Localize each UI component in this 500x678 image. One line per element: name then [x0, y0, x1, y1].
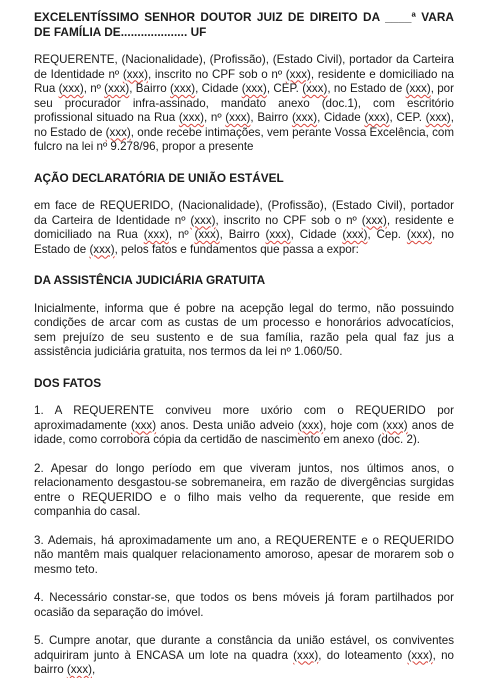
text-run: , Bairro	[219, 228, 266, 241]
text-run: , residente e domiciliado na Rua	[34, 213, 454, 241]
fact-paragraph-2	[34, 462, 454, 520]
placeholder-field: (xxx)	[361, 213, 387, 227]
text-run: , no bairro	[34, 648, 454, 676]
placeholder-field: (xxx)	[66, 663, 92, 676]
text-run: , CEP.	[266, 82, 303, 95]
text-run: , Cidade	[317, 111, 365, 124]
text-run: em face de REQUERIDO, (Nacionalidade), (Profissão), (Estado Civil), portador da Carteira de Identidade nº	[34, 199, 454, 227]
against-paragraph	[34, 199, 454, 257]
placeholder-field: (xxx)	[194, 228, 220, 241]
text-run: , nº	[83, 82, 105, 95]
text-run: , Cidade	[290, 228, 343, 241]
text-run: , inscrito no CPF sob o nº	[147, 67, 286, 81]
text-run: 1. A REQUERENTE conviveu more uxório com o REQUERIDO por aproximadamente	[34, 404, 454, 432]
placeholder-field: (xxx)	[89, 242, 115, 256]
placeholder-field: (xxx)	[122, 67, 148, 81]
action-title: AÇÃO DECLARATÓRIA DE UNIÃO ESTÁVEL	[34, 170, 284, 185]
placeholder-field: (xxx)	[225, 111, 251, 124]
text-run: anos de idade, como corrobora cópia da certidão de nascimento em anexo (doc. 2).	[34, 418, 454, 446]
intro-paragraph	[34, 53, 454, 155]
placeholder-field: (xxx)	[407, 648, 433, 662]
text-run: , por seu procurador infra-assinado, mandato anexo (doc.1), com escritório profissional situado na Rua	[34, 82, 454, 124]
placeholder-field: (xxx)	[293, 648, 319, 662]
placeholder-field: (xxx)	[58, 82, 84, 95]
placeholder-field: (xxx)	[265, 228, 291, 241]
text-run: , inscrito no CPF sob o nº	[215, 213, 362, 227]
text-run: , Bairro	[250, 111, 292, 124]
text-run: , no Estado de	[327, 82, 406, 95]
fact-paragraph-4	[34, 591, 454, 620]
text-run: , pelos fatos e fundamentos que passa a expor:	[114, 242, 359, 256]
text-run: , no Estado de	[34, 228, 454, 256]
text-run: , hoje com	[323, 418, 383, 432]
placeholder-field: (xxx)	[170, 82, 196, 95]
placeholder-field: (xxx)	[130, 418, 157, 432]
assistance-title: DA ASSISTÊNCIA JUDICIÁRIA GRATUITA	[34, 273, 266, 287]
placeholder-field: (xxx)	[291, 111, 318, 124]
placeholder-field: (xxx)	[105, 125, 131, 139]
fact-paragraph-1	[34, 404, 454, 448]
text-run: , no Estado de	[34, 111, 455, 139]
fact-paragraph-3	[34, 534, 454, 578]
text-run: , nº	[168, 228, 195, 241]
text-run: ,	[92, 663, 96, 676]
placeholder-field: (xxx)	[241, 82, 267, 95]
text-run: 4. Necessário constar-se, que todos os bens móveis já foram partilhados por ocasião da separação do imóvel.	[34, 591, 454, 619]
assistance-paragraph	[34, 302, 454, 360]
text-run: 3. Ademais, há aproximadamente um ano, a REQUERENTE e o REQUERIDO não mantêm mais qualquer relacionamento amoroso, apesar de morarem sob o mesmo teto.	[34, 533, 454, 576]
text-run: anos. Desta união adveio	[156, 418, 298, 432]
text-run: , CEP.	[389, 111, 426, 124]
fact-paragraph-5	[34, 634, 454, 678]
text-run: , onde recebe intimações, vem perante Vossa Excelência, com fulcro na lei nº 9.278/96, propor a presente	[34, 125, 454, 153]
text-run: 5. Cumpre anotar, que durante a constância da união estável, os conviventes adquiriram junto à ENCASA um lote na quadra	[34, 634, 454, 662]
placeholder-field: (xxx)	[297, 418, 324, 432]
placeholder-field: (xxx)	[425, 111, 451, 124]
placeholder-field: (xxx)	[364, 111, 390, 124]
placeholder-field: (xxx)	[302, 82, 328, 95]
text-run: 2. Apesar do longo período em que viveram juntos, nos últimos anos, o relacionamento desgastou-se sobremaneira, em razão de divergências surgidas entre o REQUERIDO e o filho mais velho da requerente, que reside em companhia do casal.	[34, 461, 454, 518]
text-run: , Cep.	[367, 228, 407, 241]
text-run: , residente e domiciliado na Rua	[34, 67, 454, 95]
placeholder-field: (xxx)	[104, 82, 130, 95]
text-run: REQUERENTE, (Nacionalidade), (Profissão), (Estado Civil), portador da Carteira de Identidade nº	[34, 53, 454, 81]
placeholder-field: (xxx)	[405, 82, 431, 95]
text-run: , Cidade	[195, 82, 242, 95]
placeholder-field: (xxx)	[143, 228, 169, 241]
placeholder-field: (xxx)	[406, 228, 433, 241]
text-run: , do loteamento	[318, 648, 408, 662]
placeholder-field: (xxx)	[190, 213, 216, 227]
placeholder-field: (xxx)	[342, 228, 368, 241]
petition-heading: EXCELENTÍSSIMO SENHOR DOUTOR JUIZ DE DIREITO DA ____ª VARA DE FAMÍLIA DE.................... UF	[34, 10, 454, 39]
placeholder-field: (xxx)	[178, 111, 205, 124]
text-run: , nº	[204, 111, 226, 124]
text-run: Inicialmente, informa que é pobre na acepção legal do termo, não possuindo condições de arcar com as custas de um processo e honorários advocatícios, sem prejuízo de seu sustento e de sua família, razão pela qual faz jus a assistência judiciária gratuita, nos termos da lei nº 1.060/50.	[34, 301, 454, 358]
text-run: , Bairro	[129, 82, 171, 95]
facts-title: DOS FATOS	[34, 375, 102, 390]
placeholder-field: (xxx)	[382, 418, 408, 432]
placeholder-field: (xxx)	[285, 67, 311, 81]
